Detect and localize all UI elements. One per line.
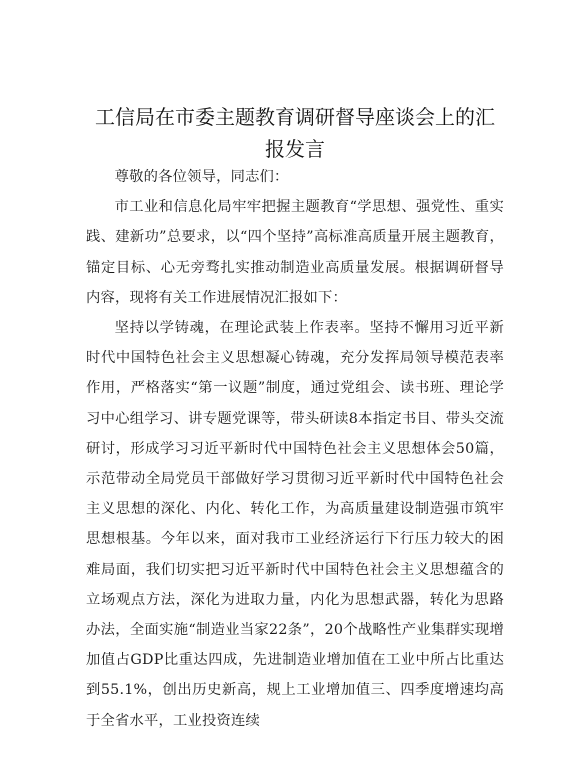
document-title: 工信局在市委主题教育调研督导座谈会上的汇报发言	[95, 105, 495, 161]
section-paragraph: 坚持以学铸魂，在理论武装上作表率。坚持不懈用习近平新时代中国特色社会主义思想凝心铸魂，充分发挥局领导模范表率作用，严格落实“第一议题”制度，通过党组会、读书班、理论学习中心组学习、讲专题党课等，带头研读8本指定书目、带头交流研讨，形成学习习近平新时代中国特色社会主义思想体会50篇，示范带动全局党员干部做好学习贯彻习近平新时代中国特色社会主义思想的深化、内化、转化工作，为高质量建设制造强市筑牢思想根基。今年以来，面对我市工业经济运行下行压力较大的困难局面，我们切实把习近平新时代中国特色社会主义思想蕴含的立场观点方法，深化为进取力量，内化为思想武器，转化为思路办法，全面实施“制造业当家22条”，20个战略性产业集群实现增加值占GDP比重达四成，先进制造业增加值在工业中所占比重达到55.1%，创出历史新高，规上工业增加值三、四季度增速均高于全省水平，工业投资连续	[86, 320, 504, 729]
document-body	[86, 162, 504, 736]
salutation: 尊敬的各位领导，同志们：	[114, 169, 289, 185]
intro-paragraph: 市工业和信息化局牢牢把握主题教育“学思想、强党性、重实践、建新功”总要求，以“四个坚持”高标准高质量开展主题教育，锚定目标、心无旁骛扎实推动制造业高质量发展。根据调研督导内容，现将有关工作进展情况汇报如下：	[86, 199, 504, 306]
